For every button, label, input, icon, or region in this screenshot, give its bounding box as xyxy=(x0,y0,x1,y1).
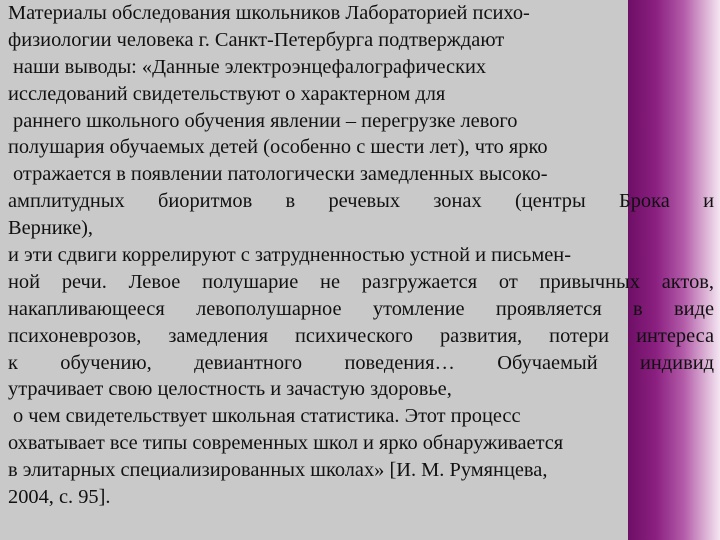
text-line: Вернике), xyxy=(8,217,94,240)
text-line: психоневрозов, замедления психического развития, потери интереса xyxy=(8,324,714,347)
text-line: накапливающееся левополушарное утомление проявляется в виде xyxy=(8,297,714,320)
text-line: физиологии человека г. Санкт‑Петербурга подтверждают xyxy=(8,28,505,51)
text-line: 2004, с. 95]. xyxy=(8,486,111,509)
text-line: к обучению, девиантного поведения… Обучаемый индивид xyxy=(8,351,714,374)
text-line: исследований свидетельствуют о характерном для xyxy=(8,82,446,105)
text-line: Материалы обследования школьников Лабораторией психо- xyxy=(8,2,530,24)
text-line: полушария обучаемых детей (особенно с шести лет), что ярко xyxy=(8,136,548,159)
quote-text-block xyxy=(8,0,714,511)
text-line: наши выводы: «Данные электроэнцефалографических xyxy=(13,55,487,78)
text-line: утрачивает свою целостность и зачастую здоровье, xyxy=(8,378,452,401)
text-line: охватывает все типы современных школ и ярко обнаруживается xyxy=(8,432,564,455)
text-line: и эти сдвиги коррелируют с затрудненностью устной и письмен- xyxy=(8,244,572,267)
text-line: о чем свидетельствует школьная статистика. Этот процесс xyxy=(13,405,521,428)
text-line: амплитудных биоритмов в речевых зонах (центры Брока и xyxy=(8,190,714,213)
text-line: отражается в появлении патологически замедленных высоко‑ xyxy=(13,163,548,186)
text-line: в элитарных специализированных школах» [И. М. Румянцева, xyxy=(8,459,548,482)
text-line: ной речи. Левое полушарие не разгружается от привычных актов, xyxy=(8,270,714,293)
text-line: раннего школьного обучения явлении – перегрузке левого xyxy=(13,109,518,132)
